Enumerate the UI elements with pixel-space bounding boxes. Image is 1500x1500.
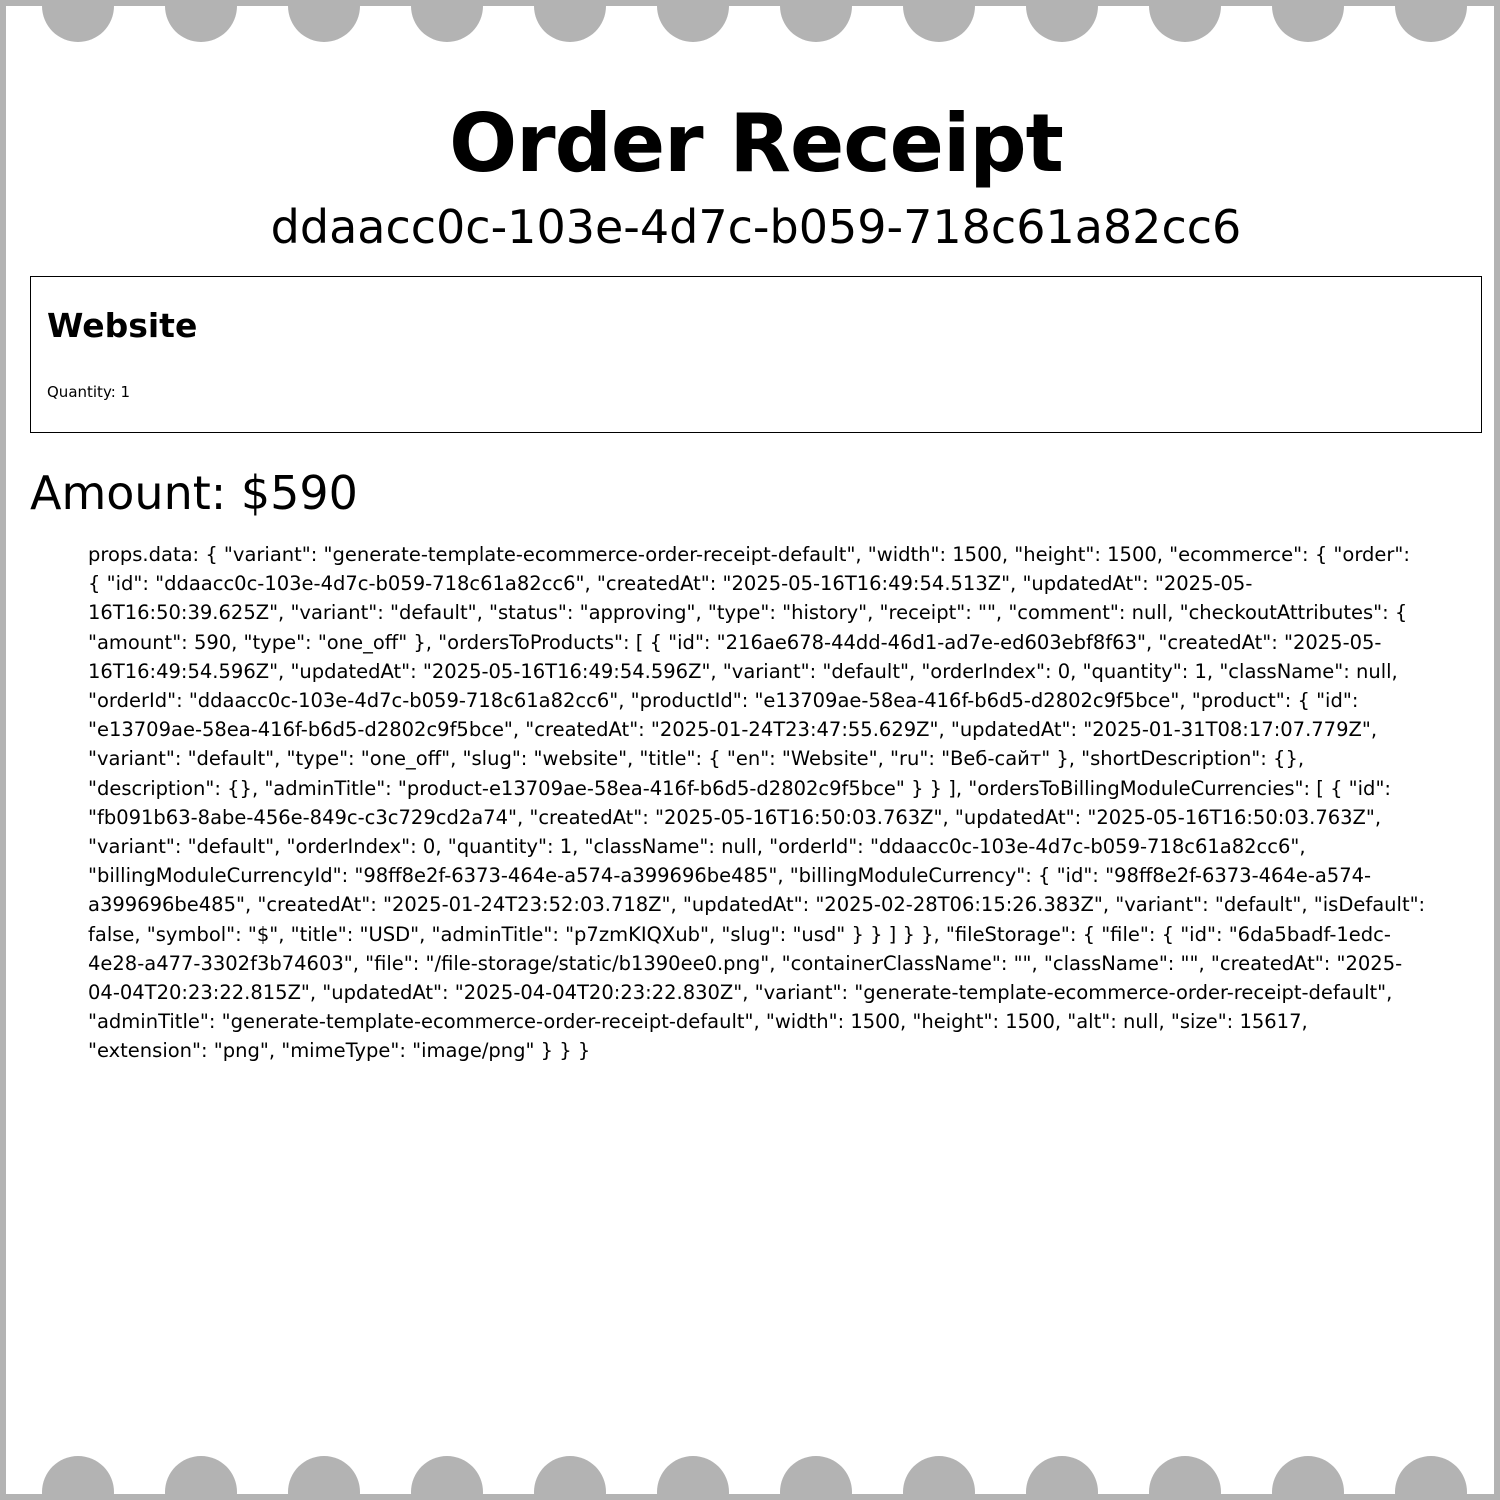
scallop-top (411, 0, 483, 42)
scallop-top (288, 0, 360, 42)
order-amount: Amount: $590 (30, 466, 358, 520)
order-id: ddaacc0c-103e-4d7c-b059-718c61a82cc6 (270, 200, 1242, 254)
scallop-bottom (657, 1456, 729, 1500)
scallop-bottom (1272, 1456, 1344, 1500)
scallop-bottom (1395, 1456, 1467, 1500)
scallop-bottom (780, 1456, 852, 1500)
scallop-top (165, 0, 237, 42)
scallop-top (1026, 0, 1098, 42)
scallop-top (42, 0, 114, 42)
scallop-top (1272, 0, 1344, 42)
scallop-bottom (1149, 1456, 1221, 1500)
scallop-bottom (411, 1456, 483, 1500)
product-name: Website (47, 306, 198, 345)
scallop-top (1149, 0, 1221, 42)
scallop-top (1395, 0, 1467, 42)
scallop-bottom (288, 1456, 360, 1500)
product-card (30, 276, 1482, 433)
props-data-dump: props.data: { "variant": "generate-template-ecommerce-order-receipt-default", "width": 1500, "height": 1500, "ecommerce": { "order": { "id": "ddaacc0c-103e-4d7c-b059-718c61a82cc6", "createdAt": "2025-05-16T16:49:54.513Z", "updatedAt": "2025-05-16T16:50:39.625Z", "variant": "default", "status": "approving", "type": "history", "receipt": "", "comment": null, "checkoutAttributes": { "amount": 590, "type": "one_off" }, "ordersToProducts": [ { "id": "216ae678-44dd-46d1-ad7e-ed603ebf8f63", "createdAt": "2025-05-16T16:49:54.596Z", "updatedAt": "2025-05-16T16:49:54.596Z", "variant": "default", "orderIndex": 0, "quantity": 1, "className": null, "orderId": "ddaacc0c-103e-4d7c-b059-718c61a82cc6", "productId": "e13709ae-58ea-416f-b6d5-d2802c9f5bce", "product": { "id": "e13709ae-58ea-416f-b6d5-d2802c9f5bce", "createdAt": "2025-01-24T23:47:55.629Z", "updatedAt": "2025-01-31T08:17:07.779Z", "variant": "default", "type": "one_off", "slug": "website", "title": { "en": "Website", "ru": "Веб-сайт" }, "shortDescription": {}, "description": {}, "adminTitle": "product-e13709ae-58ea-416f-b6d5-d2802c9f5bce" } } ], "ordersToBillingModuleCurrencies": [ { "id": "fb091b63-8abe-456e-849c-c3c729cd2a74", "createdAt": "2025-05-16T16:50:03.763Z", "updatedAt": "2025-05-16T16:50:03.763Z", "variant": "default", "orderIndex": 0, "quantity": 1, "className": null, "orderId": "ddaacc0c-103e-4d7c-b059-718c61a82cc6", "billingModuleCurrencyId": "98ff8e2f-6373-464e-a574-a399696be485", "billingModuleCurrency": { "id": "98ff8e2f-6373-464e-a574-a399696be485", "createdAt": "2025-01-24T23:52:03.718Z", "updatedAt": "2025-02-28T06:15:26.383Z", "variant": "default", "isDefault": false, "symbol": "$", "title": "USD", "adminTitle": "p7zmKIQXub", "slug": "usd" } } ] } }, "fileStorage": { "file": { "id": "6da5badf-1edc-4e28-a477-3302f3b74603", "file": "/file-storage/static/b1390ee0.png", "containerClassName": "", "className": "", "createdAt": "2025-04-04T20:23:22.815Z", "updatedAt": "2025-04-04T20:23:22.830Z", "variant": "generate-template-ecommerce-order-receipt-default", "adminTitle": "generate-template-ecommerce-order-receipt-default", "width": 1500, "height": 1500, "alt": null, "size": 15617, "extension": "png", "mimeType": "image/png" } } } (88, 543, 1426, 1063)
product-quantity: Quantity: 1 (47, 383, 131, 401)
scallop-bottom (903, 1456, 975, 1500)
scallop-bottom (165, 1456, 237, 1500)
scallop-top (534, 0, 606, 42)
scallop-top (657, 0, 729, 42)
scallop-top (903, 0, 975, 42)
scallop-bottom (42, 1456, 114, 1500)
page-title: Order Receipt (449, 97, 1063, 190)
scallop-bottom (534, 1456, 606, 1500)
scallop-bottom (1026, 1456, 1098, 1500)
scallop-top (780, 0, 852, 42)
